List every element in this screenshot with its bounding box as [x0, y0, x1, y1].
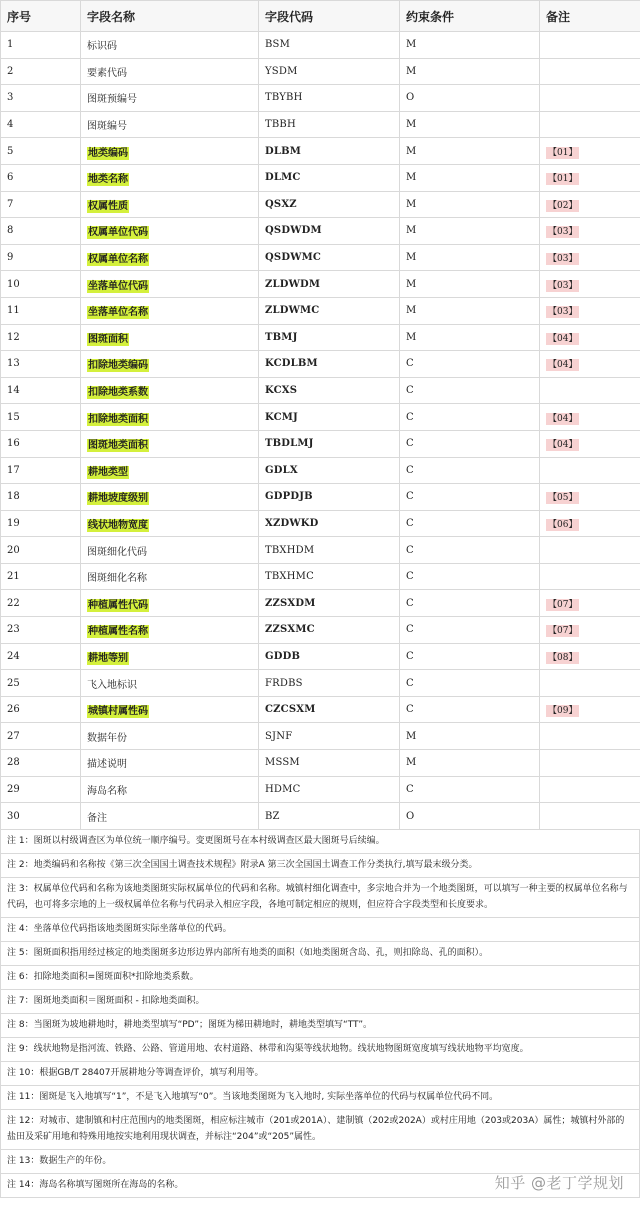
table-row	[1, 58, 640, 85]
constraint: C	[400, 590, 540, 617]
header-remark: 备注	[540, 1, 640, 32]
remark-tag: 【07】	[548, 626, 578, 637]
field-name-cell	[81, 750, 259, 777]
field-code: TBXHMC	[259, 563, 400, 590]
table-row	[1, 404, 640, 431]
field-code: MSSM	[259, 750, 400, 777]
note-text: 注 12：对城市、建制镇和村庄范围内的地类图斑，相应标注城市（201或201A）、建制镇（202或202A）或村庄用地（203或203A）属性；城镇村外部的盐田及采矿用地和特殊用地按实地利用现状调查，并标注“204”或“205”属性。	[7, 1116, 625, 1143]
note-text: 注 10：根据GB/T 28407开展耕地分等调查评价，填写利用等。	[7, 1068, 264, 1079]
note-item	[0, 854, 640, 878]
constraint: C	[400, 776, 540, 803]
field-code: YSDM	[259, 58, 400, 85]
note-item	[0, 1150, 640, 1174]
table-row	[1, 297, 640, 324]
remark-cell	[540, 32, 640, 59]
table-row	[1, 244, 640, 271]
constraint: M	[400, 191, 540, 218]
remark-tag: 【06】	[548, 519, 578, 530]
remark-cell	[540, 244, 640, 271]
table-row	[1, 617, 640, 644]
remark-tag: 【02】	[548, 200, 578, 211]
field-code: BSM	[259, 32, 400, 59]
remark-cell	[540, 643, 640, 670]
note-item	[0, 1014, 640, 1038]
row-number: 21	[1, 563, 81, 590]
field-name-cell	[81, 776, 259, 803]
remark-cell	[540, 670, 640, 697]
constraint: M	[400, 164, 540, 191]
highlighted-field-name: 耕地坡度级别	[88, 493, 148, 505]
field-name-cell	[81, 643, 259, 670]
table-row	[1, 537, 640, 564]
field-name: 图斑细化名称	[87, 573, 147, 585]
note-text: 注 2：地类编码和名称按《第三次全国国土调查技术规程》附录A 第三次全国国土调查工作分类执行,填写最末级分类。	[7, 860, 478, 871]
remark-tag: 【03】	[548, 280, 578, 291]
constraint: M	[400, 32, 540, 59]
remark-cell	[540, 351, 640, 378]
row-number: 30	[1, 803, 81, 830]
field-code: GDPDJB	[259, 484, 400, 511]
row-number: 7	[1, 191, 81, 218]
remark-cell	[540, 457, 640, 484]
remark-tag: 【01】	[548, 174, 578, 185]
remark-cell	[540, 58, 640, 85]
remark-tag: 【03】	[548, 254, 578, 265]
field-code: TBMJ	[259, 324, 400, 351]
table-row	[1, 803, 640, 830]
remark-cell	[540, 271, 640, 298]
highlighted-field-name: 扣除地类系数	[88, 387, 148, 399]
field-name-cell	[81, 537, 259, 564]
notes-list	[0, 830, 640, 1198]
row-number: 27	[1, 723, 81, 750]
highlighted-field-name: 权属性质	[88, 200, 128, 212]
highlighted-field-name: 耕地类型	[88, 466, 128, 478]
field-code: XZDWKD	[259, 510, 400, 537]
highlighted-field-name: 坐落单位名称	[88, 307, 148, 319]
constraint: C	[400, 670, 540, 697]
row-number: 12	[1, 324, 81, 351]
field-code: SJNF	[259, 723, 400, 750]
row-number: 10	[1, 271, 81, 298]
remark-cell	[540, 776, 640, 803]
table-row	[1, 510, 640, 537]
table-row	[1, 32, 640, 59]
remark-tag: 【03】	[548, 227, 578, 238]
row-number: 19	[1, 510, 81, 537]
field-name-cell	[81, 510, 259, 537]
watermark: 知乎 @老丁学规划	[494, 1174, 624, 1192]
field-name-cell	[81, 404, 259, 431]
remark-cell	[540, 803, 640, 830]
field-code: TBBH	[259, 111, 400, 138]
remark-cell	[540, 297, 640, 324]
remark-cell	[540, 484, 640, 511]
note-item	[0, 1062, 640, 1086]
row-number: 8	[1, 218, 81, 245]
field-name-cell	[81, 457, 259, 484]
field-code: KCMJ	[259, 404, 400, 431]
row-number: 16	[1, 430, 81, 457]
table-row	[1, 430, 640, 457]
table-row	[1, 271, 640, 298]
field-code: GDLX	[259, 457, 400, 484]
remark-cell	[540, 377, 640, 404]
field-code: QSXZ	[259, 191, 400, 218]
table-row	[1, 670, 640, 697]
constraint: C	[400, 457, 540, 484]
field-name-cell	[81, 351, 259, 378]
field-name-cell	[81, 617, 259, 644]
field-code: ZLDWMC	[259, 297, 400, 324]
field-name-cell	[81, 85, 259, 112]
field-code: BZ	[259, 803, 400, 830]
field-code: KCDLBM	[259, 351, 400, 378]
field-code: TBDLMJ	[259, 430, 400, 457]
highlighted-field-name: 坐落单位代码	[88, 280, 148, 292]
field-code: DLBM	[259, 138, 400, 165]
row-number: 20	[1, 537, 81, 564]
remark-cell	[540, 324, 640, 351]
row-number: 26	[1, 696, 81, 723]
remark-tag: 【03】	[548, 307, 578, 318]
constraint: M	[400, 723, 540, 750]
remark-cell	[540, 590, 640, 617]
constraint: M	[400, 271, 540, 298]
constraint: M	[400, 324, 540, 351]
note-text: 注 7：图斑地类面积＝图斑面积 - 扣除地类面积。	[7, 996, 205, 1007]
constraint: C	[400, 430, 540, 457]
field-name-cell	[81, 324, 259, 351]
field-name: 描述说明	[87, 759, 127, 771]
table-row	[1, 324, 640, 351]
note-item	[0, 830, 640, 854]
note-text: 注 11：图斑是飞入地填写“1”，不是飞入地填写“0”。当该地类图斑为飞入地时, 实际坐落单位的代码与权属单位代码不同。	[7, 1092, 499, 1103]
row-number: 4	[1, 111, 81, 138]
note-item	[0, 878, 640, 918]
header-no: 序号	[1, 1, 81, 32]
field-code: DLMC	[259, 164, 400, 191]
field-code: FRDBS	[259, 670, 400, 697]
field-code: TBXHDM	[259, 537, 400, 564]
constraint: M	[400, 111, 540, 138]
note-text: 注 5：图斑面积指用经过核定的地类图斑多边形边界内部所有地类的面积（如地类图斑含岛、孔，则扣除岛、孔的面积）。	[7, 948, 489, 959]
table-row	[1, 776, 640, 803]
field-code: ZZSXMC	[259, 617, 400, 644]
field-name-cell	[81, 191, 259, 218]
constraint: C	[400, 563, 540, 590]
highlighted-field-name: 地类编码	[88, 147, 128, 159]
highlighted-field-name: 权属单位代码	[88, 227, 148, 239]
remark-tag: 【09】	[548, 706, 578, 717]
constraint: C	[400, 510, 540, 537]
remark-tag: 【05】	[548, 493, 578, 504]
note-text: 注 8：当图斑为坡地耕地时，耕地类型填写“PD”；图斑为梯田耕地时，耕地类型填写“TT”。	[7, 1020, 372, 1031]
field-name: 标识码	[87, 41, 117, 53]
remark-cell	[540, 111, 640, 138]
note-item	[0, 1038, 640, 1062]
field-code: HDMC	[259, 776, 400, 803]
field-name-cell	[81, 696, 259, 723]
header-constraint: 约束条件	[400, 1, 540, 32]
constraint: C	[400, 377, 540, 404]
field-name: 备注	[87, 812, 107, 824]
remark-tag: 【01】	[548, 147, 578, 158]
row-number: 14	[1, 377, 81, 404]
field-name-cell	[81, 297, 259, 324]
row-number: 5	[1, 138, 81, 165]
remark-cell	[540, 563, 640, 590]
remark-tag: 【04】	[548, 360, 578, 371]
note-item	[0, 1110, 640, 1150]
remark-cell	[540, 510, 640, 537]
field-name-cell	[81, 430, 259, 457]
field-code: KCXS	[259, 377, 400, 404]
field-name-cell	[81, 803, 259, 830]
note-text: 注 6：扣除地类面积=图斑面积*扣除地类系数。	[7, 972, 199, 983]
field-name: 要素代码	[87, 67, 127, 79]
note-item	[0, 990, 640, 1014]
field-name: 图斑预编号	[87, 94, 137, 106]
note-item	[0, 918, 640, 942]
table-row	[1, 643, 640, 670]
highlighted-field-name: 权属单位名称	[88, 254, 148, 266]
table-row	[1, 590, 640, 617]
header-field-name: 字段名称	[81, 1, 259, 32]
field-name-cell	[81, 138, 259, 165]
row-number: 15	[1, 404, 81, 431]
field-code: TBYBH	[259, 85, 400, 112]
remark-cell	[540, 723, 640, 750]
highlighted-field-name: 图斑地类面积	[88, 440, 148, 452]
note-text: 注 13：数据生产的年份。	[7, 1156, 112, 1167]
constraint: C	[400, 537, 540, 564]
table-row	[1, 85, 640, 112]
row-number: 29	[1, 776, 81, 803]
highlighted-field-name: 线状地物宽度	[88, 519, 148, 531]
remark-tag: 【07】	[548, 599, 578, 610]
table-row	[1, 351, 640, 378]
table-row	[1, 138, 640, 165]
note-item	[0, 942, 640, 966]
table-header-row	[1, 1, 640, 32]
remark-tag: 【04】	[548, 333, 578, 344]
highlighted-field-name: 耕地等别	[88, 652, 128, 664]
table-row	[1, 457, 640, 484]
constraint: M	[400, 297, 540, 324]
highlighted-field-name: 扣除地类编码	[88, 360, 148, 372]
row-number: 22	[1, 590, 81, 617]
note-text: 注 3：权属单位代码和名称为该地类图斑实际权属单位的代码和名称。城镇村细化调查中，多宗地合并为一个地类图斑，可以填写一种主要的权属单位名称与代码，也可将多宗地的上一级权属单位名称与代码录入相应字段，各地可制定相应的规则，但应符合字段类型和长度要求。	[7, 884, 628, 911]
remark-cell	[540, 617, 640, 644]
constraint: M	[400, 244, 540, 271]
table-row	[1, 484, 640, 511]
constraint: O	[400, 803, 540, 830]
note-text: 注 1：图斑以村级调查区为单位统一顺序编号。变更图斑号在本村级调查区最大图斑号后续编。	[7, 836, 385, 847]
constraint: M	[400, 218, 540, 245]
field-code: CZCSXM	[259, 696, 400, 723]
row-number: 24	[1, 643, 81, 670]
remark-cell	[540, 537, 640, 564]
highlighted-field-name: 种植属性名称	[88, 626, 148, 638]
constraint: C	[400, 643, 540, 670]
constraint: C	[400, 404, 540, 431]
field-code: ZZSXDM	[259, 590, 400, 617]
row-number: 3	[1, 85, 81, 112]
note-item	[0, 1086, 640, 1110]
constraint: O	[400, 85, 540, 112]
table-row	[1, 723, 640, 750]
remark-cell	[540, 85, 640, 112]
remark-tag: 【08】	[548, 652, 578, 663]
table-row	[1, 111, 640, 138]
table-row	[1, 750, 640, 777]
field-name: 图斑细化代码	[87, 546, 147, 558]
row-number: 2	[1, 58, 81, 85]
field-code: QSDWMC	[259, 244, 400, 271]
note-text: 注 4：坐落单位代码指该地类图斑实际坐落单位的代码。	[7, 924, 232, 935]
field-code: ZLDWDM	[259, 271, 400, 298]
field-name-cell	[81, 111, 259, 138]
row-number: 11	[1, 297, 81, 324]
constraint: M	[400, 58, 540, 85]
row-number: 23	[1, 617, 81, 644]
remark-cell	[540, 696, 640, 723]
field-name: 图斑编号	[87, 121, 127, 133]
table-row	[1, 377, 640, 404]
table-row	[1, 164, 640, 191]
row-number: 17	[1, 457, 81, 484]
row-number: 13	[1, 351, 81, 378]
constraint: M	[400, 138, 540, 165]
note-item	[0, 966, 640, 990]
row-number: 28	[1, 750, 81, 777]
constraint: M	[400, 750, 540, 777]
field-name-cell	[81, 670, 259, 697]
field-name-cell	[81, 218, 259, 245]
field-name-cell	[81, 164, 259, 191]
row-number: 6	[1, 164, 81, 191]
remark-cell	[540, 750, 640, 777]
highlighted-field-name: 种植属性代码	[88, 599, 148, 611]
field-name-cell	[81, 58, 259, 85]
field-name-cell	[81, 271, 259, 298]
remark-cell	[540, 191, 640, 218]
remark-cell	[540, 404, 640, 431]
highlighted-field-name: 城镇村属性码	[88, 706, 148, 718]
constraint: C	[400, 351, 540, 378]
remark-cell	[540, 138, 640, 165]
remark-cell	[540, 218, 640, 245]
field-name-cell	[81, 377, 259, 404]
remark-cell	[540, 164, 640, 191]
field-code: QSDWDM	[259, 218, 400, 245]
row-number: 1	[1, 32, 81, 59]
note-text: 注 14：海岛名称填写图斑所在海岛的名称。	[7, 1180, 184, 1191]
table-row	[1, 191, 640, 218]
remark-tag: 【04】	[548, 413, 578, 424]
row-number: 25	[1, 670, 81, 697]
constraint: C	[400, 484, 540, 511]
highlighted-field-name: 扣除地类面积	[88, 413, 148, 425]
field-name-cell	[81, 244, 259, 271]
constraint: C	[400, 617, 540, 644]
field-name-cell	[81, 484, 259, 511]
row-number: 9	[1, 244, 81, 271]
header-field-code: 字段代码	[259, 1, 400, 32]
field-name: 海岛名称	[87, 785, 127, 797]
field-name: 数据年份	[87, 732, 127, 744]
note-text: 注 9：线状地物是指河流、铁路、公路、管道用地、农村道路、林带和沟渠等线状地物。线状地物图斑宽度填写线状地物平均宽度。	[7, 1044, 529, 1055]
table-row	[1, 218, 640, 245]
field-name: 飞入地标识	[87, 679, 137, 691]
constraint: C	[400, 696, 540, 723]
table-row	[1, 696, 640, 723]
field-name-cell	[81, 723, 259, 750]
field-code: GDDB	[259, 643, 400, 670]
table-row	[1, 563, 640, 590]
field-name-cell	[81, 563, 259, 590]
highlighted-field-name: 地类名称	[88, 174, 128, 186]
field-name-cell	[81, 590, 259, 617]
highlighted-field-name: 图斑面积	[88, 333, 128, 345]
field-name-cell	[81, 32, 259, 59]
row-number: 18	[1, 484, 81, 511]
remark-cell	[540, 430, 640, 457]
remark-tag: 【04】	[548, 440, 578, 451]
